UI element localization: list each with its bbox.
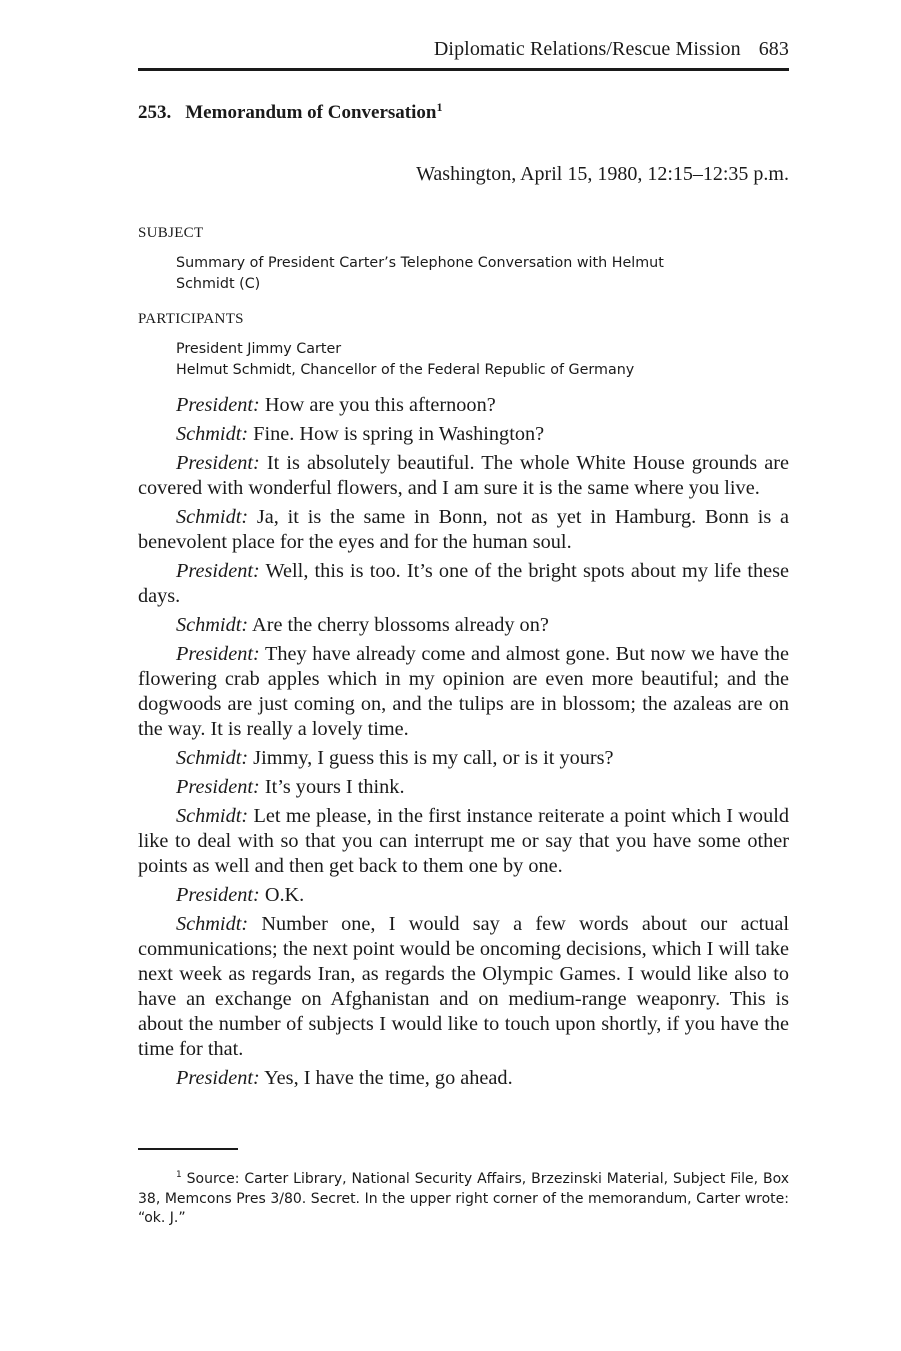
- speaker: President:: [176, 776, 260, 798]
- dialogue-paragraph: [138, 746, 789, 771]
- participants-list: [176, 339, 736, 381]
- utterance: O.K.: [264, 884, 305, 906]
- dialogue-paragraph: [138, 642, 789, 742]
- participants-label: PARTICIPANTS: [138, 311, 244, 327]
- subject-line: Schmidt (C): [176, 276, 261, 292]
- utterance: Well, this is too. It’s one of the bright spots about my life these days.: [138, 560, 789, 607]
- participant: President Jimmy Carter: [176, 341, 342, 357]
- speaker: Schmidt:: [176, 423, 249, 445]
- footnote-reference: 1: [436, 100, 443, 114]
- document-heading: [138, 100, 442, 124]
- dialogue-paragraph: [138, 451, 789, 501]
- dateline: Washington, April 15, 1980, 12:15–12:35 p.m.: [416, 163, 789, 185]
- dialogue-paragraph: [138, 775, 789, 800]
- subject-label: SUBJECT: [138, 225, 204, 241]
- utterance: Number one, I would say a few words about our actual communications; the next point would be oncoming decisions, which I will take next week as regards Iran, as regards the Olympic Games. I would like also to have an exchange on Afghanistan and on medium-range weaponry. This is about the number of subjects I would like to touch upon shortly, if you have the time for that.: [138, 913, 790, 1060]
- footnote: [138, 1166, 789, 1229]
- utterance: How are you this afternoon?: [264, 394, 496, 416]
- header-rule: [138, 68, 789, 71]
- dialogue-paragraph: [138, 804, 789, 879]
- dialogue-paragraph: [138, 422, 789, 447]
- speaker: President:: [176, 560, 260, 582]
- footnote-rule: [138, 1148, 238, 1150]
- subject-text: [176, 253, 736, 295]
- document-title: Memorandum of Conversation: [185, 102, 437, 123]
- speaker: Schmidt:: [176, 747, 249, 769]
- utterance: Jimmy, I guess this is my call, or is it yours?: [253, 747, 614, 769]
- dialogue-paragraph: [138, 883, 789, 908]
- dialogue-paragraph: [138, 912, 789, 1062]
- speaker: Schmidt:: [176, 913, 249, 935]
- speaker: President:: [176, 643, 260, 665]
- utterance: Ja, it is the same in Bonn, not as yet in Hamburg. Bonn is a benevolent place for the eyes and for the human soul.: [138, 506, 790, 553]
- dialogue-paragraph: [138, 393, 789, 418]
- speaker: Schmidt:: [176, 614, 249, 636]
- utterance: It is absolutely beautiful. The whole White House grounds are covered with wonderful flowers, and I am sure it is the same where you live.: [138, 452, 789, 499]
- footnote-text: Source: Carter Library, National Security Affairs, Brzezinski Material, Subject File, Box 38, Memcons Pres 3/80. Secret. In the upper right corner of the memorandum, Carter wrote: “ok. J.”: [138, 1171, 789, 1226]
- speaker: President:: [176, 394, 260, 416]
- utterance: It’s yours I think.: [264, 776, 405, 798]
- utterance: Fine. How is spring in Washington?: [253, 423, 545, 445]
- speaker: President:: [176, 452, 260, 474]
- utterance: Are the cherry blossoms already on?: [252, 614, 549, 636]
- dialogue-paragraph: [138, 559, 789, 609]
- speaker: President:: [176, 884, 260, 906]
- dialogue-paragraph: [138, 1066, 789, 1091]
- subject-line: Summary of President Carter’s Telephone Conversation with Helmut: [176, 255, 664, 271]
- speaker: Schmidt:: [176, 506, 249, 528]
- running-title: Diplomatic Relations/Rescue Mission: [433, 38, 741, 60]
- speaker: President:: [176, 1067, 260, 1089]
- dialogue: [138, 393, 789, 1095]
- utterance: Yes, I have the time, go ahead.: [264, 1067, 513, 1089]
- dialogue-paragraph: [138, 505, 789, 555]
- document-number: 253.: [138, 102, 172, 123]
- utterance: Let me please, in the first instance reiterate a point which I would like to deal with so that you can interrupt me or say that you have some other points as well and then get back to them one by one.: [138, 805, 789, 877]
- dialogue-paragraph: [138, 613, 789, 638]
- footnote-marker: 1: [176, 1170, 182, 1180]
- speaker: Schmidt:: [176, 805, 249, 827]
- page-number: 683: [758, 38, 789, 60]
- participant: Helmut Schmidt, Chancellor of the Federal Republic of Germany: [176, 362, 635, 378]
- utterance: They have already come and almost gone. But now we have the flowering crab apples which in my opinion are even more beautiful; and the dogwoods are just coming on, and the tulips are in blossom; the azaleas are on the way. It is really a lovely time.: [138, 643, 789, 740]
- running-header: [434, 38, 789, 61]
